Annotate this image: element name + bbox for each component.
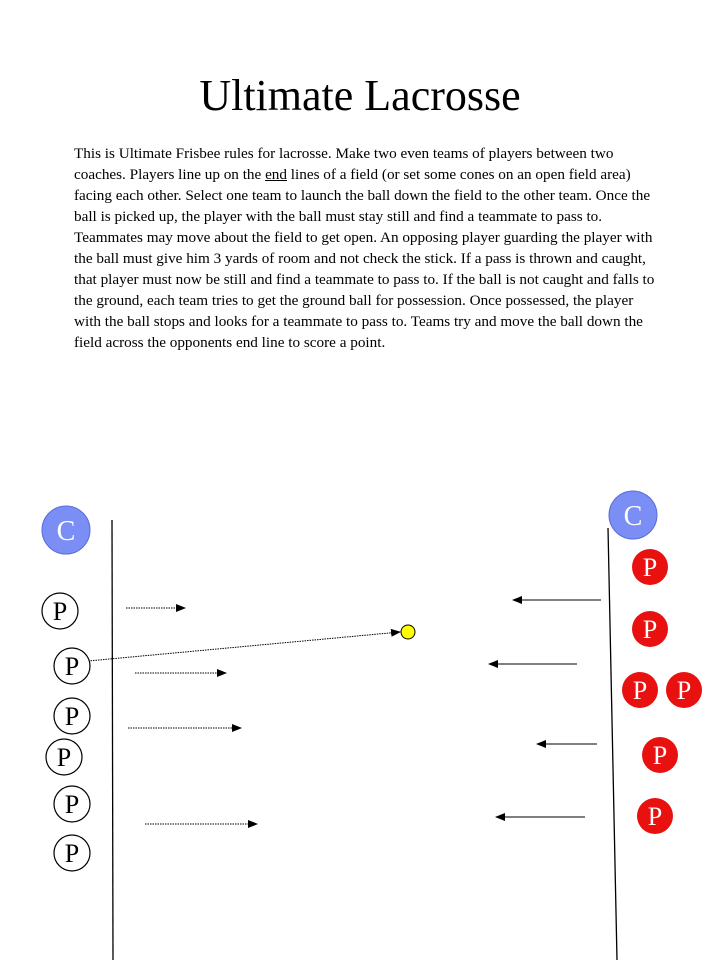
player-label: P [64, 839, 80, 868]
left-coach [42, 506, 90, 554]
player-label: P [64, 702, 80, 731]
player-label: P [632, 676, 648, 705]
right-player [642, 737, 678, 773]
right-player [637, 798, 673, 834]
left-player [54, 698, 90, 734]
left-end-line [112, 520, 113, 960]
player-label: P [56, 743, 72, 772]
player-label: P [647, 802, 663, 831]
left-player [54, 648, 90, 684]
right-player [666, 672, 702, 708]
player-label: P [652, 741, 668, 770]
ball [401, 625, 415, 639]
player-label: P [642, 615, 658, 644]
coach-label: C [623, 501, 643, 532]
player-label: P [64, 652, 80, 681]
right-player [632, 549, 668, 585]
left-player [54, 786, 90, 822]
left-player [46, 739, 82, 775]
coach-label: C [56, 516, 76, 547]
right-coach [609, 491, 657, 539]
rules-text-start: This is Ultimate Frisbee rules for lacrosse. Make two even teams of players between two coaches. Players line up on the [74, 145, 614, 183]
player-label: P [642, 553, 658, 582]
left-player [54, 835, 90, 871]
pass-line [88, 632, 400, 661]
right-player [622, 672, 658, 708]
rules-text-underlined: end [265, 166, 287, 183]
player-label: P [676, 676, 692, 705]
page-title: Ultimate Lacrosse [199, 71, 521, 120]
rules-text-end: lines of a field (or set some cones on an open field area) facing each other. Select one team to launch the ball down the field to the other team. Once the ball is picked up, the player with the ball must stay still and find a teammate to pass to. Teammates may move about the field to get open. An opposing player guarding the player with the ball must give him 3 yards of room and not check the stick. If a pass is thrown and caught, that player must now be still and find a teammate to pass to. If the ball is not caught and falls to the ground, each team tries to get the ground ball for possession. Once possessed, the player with the ball stops and looks for a teammate to pass to. Teams try and move the ball down the field across the opponents end line to score a point. [74, 166, 655, 351]
left-player [42, 593, 78, 629]
right-player [632, 611, 668, 647]
player-label: P [64, 790, 80, 819]
right-end-line [608, 528, 617, 960]
player-label: P [52, 597, 68, 626]
